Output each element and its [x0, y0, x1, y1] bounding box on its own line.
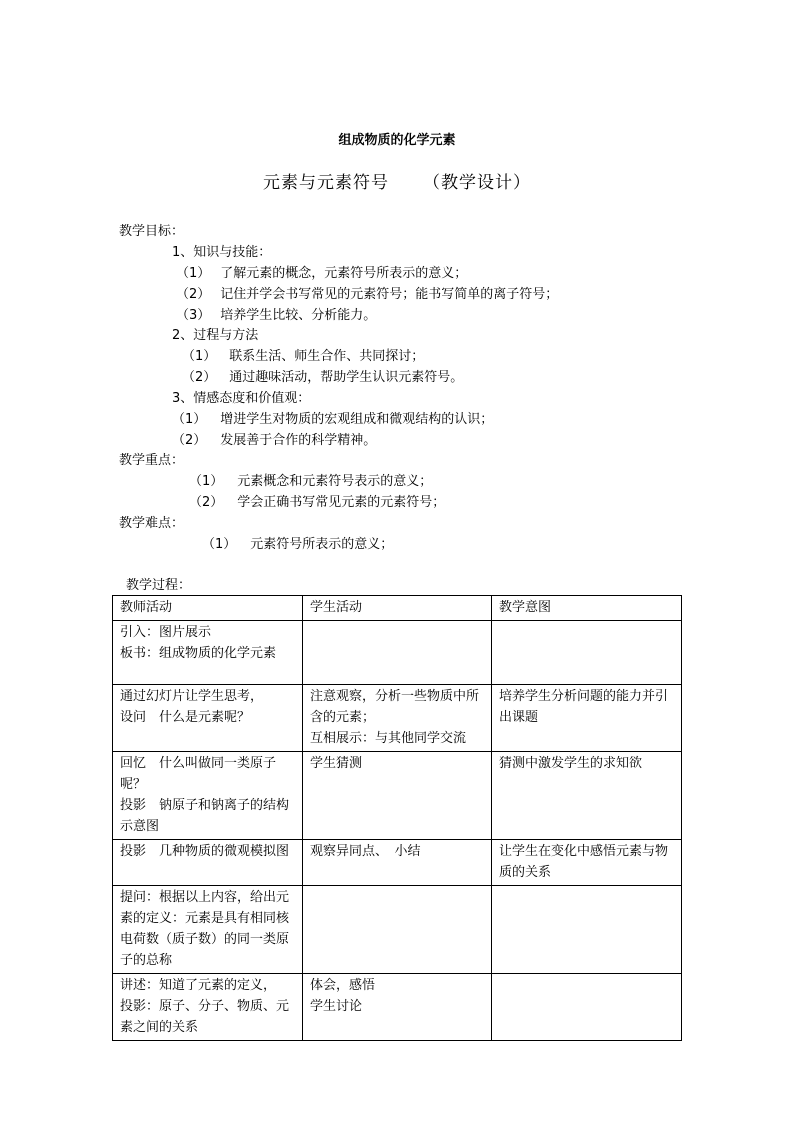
objectives-heading: 教学目标： — [119, 224, 185, 239]
intent-cell: 猜测中激发学生的求知欲 — [492, 752, 682, 840]
document-title: 组成物质的化学元素 — [338, 133, 456, 148]
table-row — [113, 974, 682, 1041]
attitude-item: （1） 增进学生对物质的宏观组成和微观结构的认识； — [172, 412, 494, 427]
teacher-cell: 回忆 什么叫做同一类原子呢？ 投影 钠原子和钠离子的结构示意图 — [113, 752, 303, 840]
knowledge-item: （3） 培养学生比较、分析能力。 — [176, 308, 377, 323]
intent-cell — [492, 974, 682, 1041]
table-row — [113, 685, 682, 752]
header-student-activity: 学生活动 — [303, 596, 492, 621]
header-teacher-activity: 教师活动 — [113, 596, 303, 621]
process-title: 2、过程与方法 — [172, 328, 259, 343]
table-row — [113, 752, 682, 840]
table-row — [113, 840, 682, 886]
key-points-heading: 教学重点： — [119, 453, 185, 468]
subtitle-main: 元素与元素符号 — [263, 173, 389, 193]
process-table-heading: 教学过程： — [126, 578, 192, 593]
intent-cell: 培养学生分析问题的能力并引出课题 — [492, 685, 682, 752]
teacher-cell: 提问：根据以上内容，给出元素的定义：元素是具有相同核电荷数（质子数）的同一类原子的总称 — [113, 886, 303, 974]
intent-cell — [492, 886, 682, 974]
intent-cell: 让学生在变化中感悟元素与物质的关系 — [492, 840, 682, 886]
table-header-row — [113, 596, 682, 621]
teacher-cell: 通过幻灯片让学生思考， 设问 什么是元素呢？ — [113, 685, 303, 752]
attitude-item: （2） 发展善于合作的科学精神。 — [172, 433, 377, 448]
table-row — [113, 886, 682, 974]
student-cell: 观察异同点、 小结 — [303, 840, 492, 886]
knowledge-item: （2） 记住并学会书写常见的元素符号；能书写简单的离子符号； — [176, 287, 559, 302]
teacher-cell: 投影 几种物质的微观模拟图 — [113, 840, 303, 886]
student-cell: 学生猜测 — [303, 752, 492, 840]
process-item: （2） 通过趣味活动，帮助学生认识元素符号。 — [182, 370, 464, 385]
document-subtitle — [0, 168, 794, 193]
student-cell — [303, 886, 492, 974]
attitude-title: 3、情感态度和价值观： — [172, 391, 311, 406]
process-item: （1） 联系生活、师生合作、共同探讨； — [182, 349, 425, 364]
header-teaching-intent: 教学意图 — [492, 596, 682, 621]
key-point-item: （1） 元素概念和元素符号表示的意义； — [189, 474, 433, 489]
difficulty-item: （1） 元素符号所表示的意义； — [202, 537, 394, 552]
key-point-item: （2） 学会正确书写常见元素的元素符号； — [189, 495, 446, 510]
teacher-cell: 引入：图片展示 板书：组成物质的化学元素 — [113, 621, 303, 685]
student-cell: 体会，感悟 学生讨论 — [303, 974, 492, 1041]
student-cell: 注意观察，分析一些物质中所含的元素； 互相展示：与其他同学交流 — [303, 685, 492, 752]
teacher-cell: 讲述：知道了元素的定义， 投影：原子、分子、物质、元素之间的关系 — [113, 974, 303, 1041]
teaching-process-table — [112, 595, 682, 1041]
student-cell — [303, 621, 492, 685]
knowledge-item: （1） 了解元素的概念，元素符号所表示的意义； — [176, 266, 468, 281]
table-row — [113, 621, 682, 685]
intent-cell — [492, 621, 682, 685]
difficulties-heading: 教学难点： — [119, 516, 185, 531]
subtitle-tag: （教学设计） — [423, 173, 531, 193]
knowledge-title: 1、知识与技能： — [172, 245, 272, 260]
